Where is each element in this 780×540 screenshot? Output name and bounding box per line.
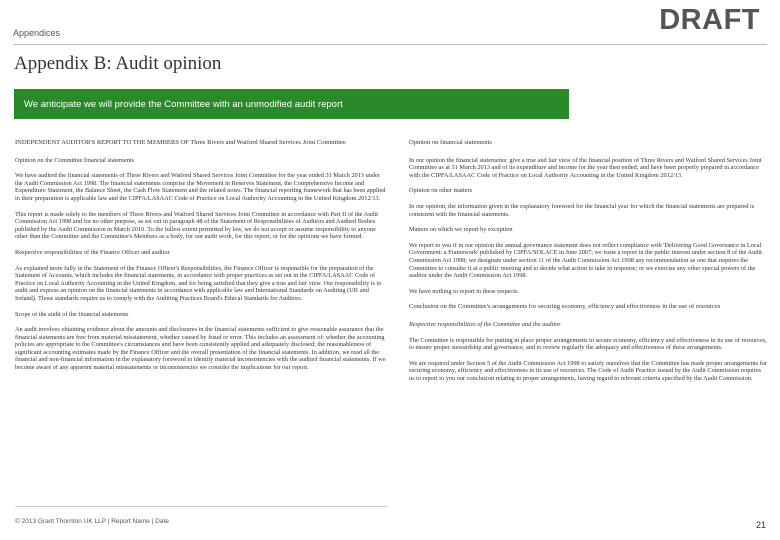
other-matters-heading: Opinion on other matters (409, 187, 473, 195)
opinion-heading: Opinion on the Committee financial statements (15, 156, 135, 164)
paragraph: In our opinion, the information given in the explanatory foreword for the financial year for which the financial statements are prepared is consistent with the financial statements. (409, 202, 755, 218)
committee-responsibilities-heading: Respective responsibilities of the Committee and the auditor (409, 320, 561, 328)
paragraph: We have nothing to report in these respects. (409, 287, 520, 295)
responsibilities-heading: Respective responsibilities of the Finance Officer and auditor (15, 248, 170, 256)
section-label: Appendices (13, 28, 61, 38)
draft-watermark: DRAFT (659, 4, 760, 36)
paragraph: In our opinion the financial statements: give a true and fair view of the financial position of Three Rivers and Watford Shared Services Joint Committee as at 31 March 2013 and of its expenditure and income for the year then ended; and have been properly prepared in accordance with the CIPFA/LASAAC Code of Practice on Local Authority Accounting in the United Kingdom 2012/13. (409, 156, 762, 179)
left-column (15, 139, 387, 507)
scope-heading: Scope of the audit of the financial statements (15, 310, 129, 318)
paragraph: An audit involves obtaining evidence about the amounts and disclosures in the financial statements sufficient to give reasonable assurance that the financial statements are free from material misstatement, whether caused by fraud or error. This includes an assessment of: whether the accounting policies are appropriate to the Committee's circumstances and have been consistently applied and adequately disclosed; the reasonableness of significant accounting estimates made by the Finance Officer and the overall presentation of the financial statements. In addition, we read all the financial and non-financial information in the explanatory foreword to identify material inconsistencies with the audited financial statements. If we become aware of any apparent material misstatements or inconsistencies we consider the implications for our report. (15, 326, 386, 372)
summary-banner: We anticipate we will provide the Committee with an unmodified audit report (14, 89, 569, 119)
exception-heading: Matters on which we report by exception (409, 226, 513, 234)
page-title: Appendix B: Audit opinion (14, 53, 222, 74)
header-divider (13, 44, 767, 45)
report-heading: INDEPENDENT AUDITOR'S REPORT TO THE MEMBERS OF Three Rivers and Watford Shared Services Joint Committee (15, 139, 346, 146)
footer-text: © 2013 Grant Thornton UK LLP | Report Name | Date (15, 518, 169, 525)
paragraph: The Committee is responsible for putting in place proper arrangements to secure economy, efficiency and effectiveness in its use of resources, to ensure proper stewardship and governance, and to review regularly the adequacy and effectiveness of these arrangements. (409, 336, 767, 352)
paragraph: We are required under Section 5 of the Audit Commission Act 1998 to satisfy ourselves that the Committee has made proper arrangements for securing economy, efficiency and effectiveness in its use of resources. The Code of Audit Practice issued by the Audit Commission requires us to report to you our conclusion relating to proper arrangements, having regard to relevant criteria specified by the Audit Commission. (409, 359, 767, 382)
right-column (409, 139, 767, 390)
paragraph: As explained more fully in the Statement of the Finance Officer's Responsibilities, the Finance Officer is responsible for the preparation of the Statement of Accounts, which includes the financial statements, in accordance with proper practices as set out in the CIPFA/LASAAC Code of Practice on Local Authority Accounting in the United Kingdom, and for being satisfied that they give a true and fair view. Our responsibility is to audit and express an opinion on the financial statements in accordance with applicable law and International Standards on Auditing (UK and Ireland). Those standards require us to comply with the Auditing Practices Board's Ethical Standards for Auditors. (15, 264, 382, 302)
paragraph: We have audited the financial statements of Three Rivers and Watford Shared Services Joint Committee for the year ended 31 March 2013 under the Audit Commission Act 1998. The financial statements comprise the Movement in Reserves Statement, the Comprehensive Income and Expenditure Statement, the Balance Sheet, the Cash Flow Statement and the related notes. The financial reporting framework that has been applied in their preparation is applicable law and the CIPFA/LASAAC Code of Practice on Local Authority Accounting in the United Kingdom 2012/13. (15, 172, 386, 202)
page-number: 21 (755, 520, 766, 530)
paragraph: This report is made solely to the members of Three Rivers and Watford Shared Services Joint Committee in accordance with Part II of the Audit Commission Act 1998 and for no other purpose, as set out in paragraph 48 of the Statement of Responsibilities of Auditors and Audited Bodies published by the Audit Commission in March 2010. To the fullest extent permitted by law, we do not accept or assume responsibility to anyone other than the Committee and the Committee's Members as a body, for our audit work, for this report, or for the opinions we have formed. (15, 210, 378, 241)
conclusion-heading: Conclusion on the Committee's arrangements for securing economy, efficiency and effectiveness in the use of resources (409, 303, 721, 311)
opinion-fs-heading: Opinion on financial statements (409, 139, 492, 146)
paragraph: We report to you if in our opinion the annual governance statement does not reflect compliance with 'Delivering Good Governance in Local Government: a Framework' published by CIPFA/SOLACE in June 2007; we issue a report in the public interest under section 8 of the Audit Commission Act 1998; we designate under section 11 of the Audit Commission Act 1998 any recommendation as one that requires the Committee to consider it at a public meeting and to decide what action to take in response; or we exercise any other special powers of the auditor under the Audit Commission Act 1998. (409, 241, 762, 280)
